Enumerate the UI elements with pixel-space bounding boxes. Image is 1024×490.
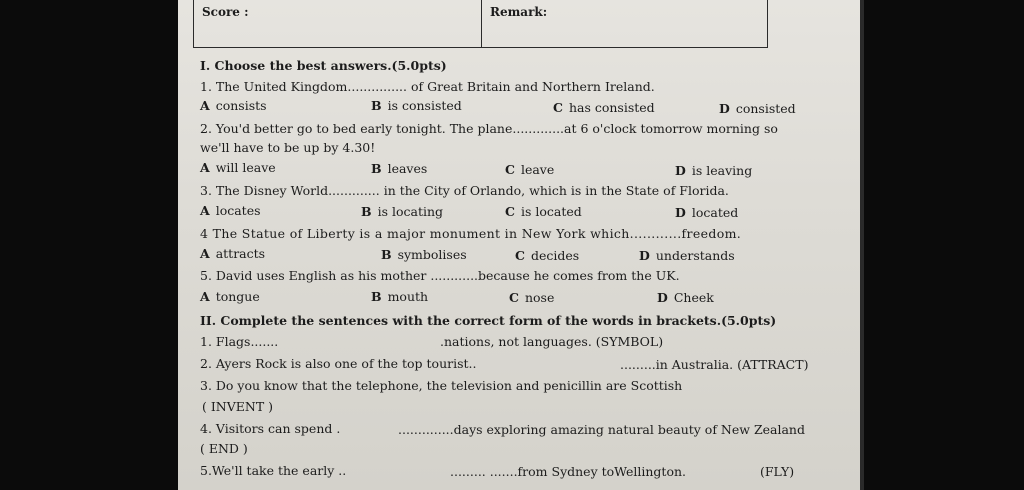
q5-option-c: C nose	[509, 290, 555, 305]
q4-option-b: B symbolises	[381, 247, 467, 262]
sentence-1-end: .nations, not languages. (SYMBOL)	[440, 334, 664, 349]
question-4: 4 The Statue of Liberty is a major monument in New York which............freedom.	[200, 226, 742, 241]
q3-option-b: B is locating	[361, 204, 444, 219]
sentence-4-word: ( END )	[200, 441, 248, 456]
question-2: 2. You'd better go to bed early tonight. The plane.............at 6 o'clock tomorrow morning so	[200, 121, 778, 136]
section2-title: II. Complete the sentences with the correct form of the words in brackets.(5.0pts)	[200, 313, 777, 328]
sentence-1-start: 1. Flags.......	[200, 334, 279, 349]
q4-option-c: C decides	[515, 248, 580, 263]
section1-title: I. Choose the best answers.(5.0pts)	[200, 58, 447, 73]
q3-option-c: C is located	[505, 204, 582, 219]
q5-option-d: D Cheek	[657, 290, 714, 305]
edge-shadow	[860, 0, 864, 490]
q3-option-a: A locates	[200, 203, 261, 218]
sentence-2-end: .........in Australia. (ATTRACT)	[620, 357, 809, 372]
q2-option-b: B leaves	[371, 161, 428, 176]
score-label: Score :	[194, 0, 482, 47]
sentence-3: 3. Do you know that the telephone, the television and penicillin are Scottish	[200, 378, 683, 393]
question-3: 3. The Disney World............. in the City of Orlando, which is in the State of Florida.	[200, 183, 729, 198]
remark-label: Remark:	[490, 5, 548, 19]
sentence-5-end: ......... .......from Sydney toWellington.	[450, 464, 687, 479]
q4-option-d: D understands	[639, 248, 735, 263]
worksheet-paper	[178, 0, 860, 490]
q1-option-a: A consists	[200, 98, 267, 113]
question-5: 5. David uses English as his mother ............because he comes from the UK.	[200, 268, 680, 283]
q4-option-a: A attracts	[200, 246, 266, 261]
sentence-5-start: 5.We'll take the early ..	[200, 463, 347, 478]
sentence-4-start: 4. Visitors can spend .	[200, 421, 341, 436]
question-2-cont: we'll have to be up by 4.30!	[200, 140, 376, 155]
sentence-3-word: ( INVENT )	[202, 399, 274, 414]
score-remark-table	[193, 0, 768, 48]
q3-option-d: D located	[675, 205, 739, 220]
sentence-2-start: 2. Ayers Rock is also one of the top tourist..	[200, 356, 477, 371]
question-1: 1. The United Kingdom............... of Great Britain and Northern Ireland.	[200, 79, 655, 94]
sentence-5-word: (FLY)	[760, 464, 795, 479]
q2-option-d: D is leaving	[675, 163, 753, 178]
q2-option-c: C leave	[505, 162, 555, 177]
q5-option-a: A tongue	[200, 289, 260, 304]
q2-option-a: A will leave	[200, 160, 276, 175]
sentence-4-end: ..............days exploring amazing natural beauty of New Zealand	[398, 422, 805, 437]
q1-option-d: D consisted	[719, 101, 796, 116]
q1-option-c: C has consisted	[553, 100, 655, 115]
q1-option-b: B is consisted	[371, 98, 462, 113]
q5-option-b: B mouth	[371, 289, 429, 304]
